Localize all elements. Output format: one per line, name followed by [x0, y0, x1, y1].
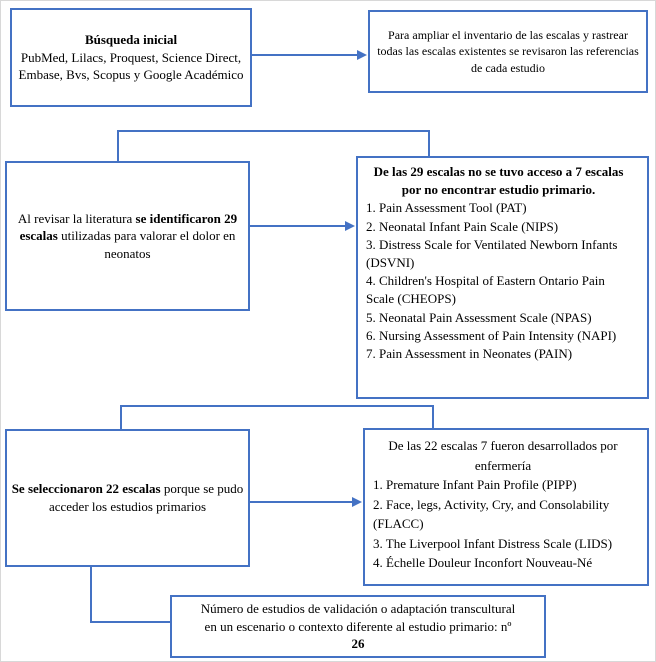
- validacion-count: 26: [351, 636, 365, 652]
- no-acceso-item: 2. Neonatal Infant Pain Scale (NIPS): [366, 218, 559, 234]
- no-acceso-item: 1. Pain Assessment Tool (PAT): [366, 200, 527, 216]
- enfermeria-item: 3. The Liverpool Infant Distress Scale (LIDS): [373, 535, 613, 551]
- identificaron-post: utilizadas para valorar el dolor en neonatos: [57, 228, 236, 261]
- connector-middle-right-vertical: [432, 405, 434, 428]
- arrow-seleccionaron-to-enfermeria-shaft: [250, 501, 353, 503]
- identificaron-bold: se identificaron 29 escalas: [19, 210, 238, 244]
- validacion-line1: Número de estudios de validación o adaptación transcultural: [200, 601, 516, 617]
- seleccionaron-bold: Se seleccionaron 22 escalas: [11, 481, 161, 497]
- arrow-busqueda-to-ampliar-shaft: [252, 54, 358, 56]
- arrow-busqueda-to-ampliar-head-icon: [357, 50, 367, 60]
- connector-middle-horizontal: [120, 405, 434, 407]
- box-no-acceso-7-escalas: [356, 156, 649, 399]
- connector-bottom-vertical: [90, 567, 92, 623]
- connector-top-right-vertical: [428, 130, 430, 156]
- no-acceso-item: 6. Nursing Assessment of Pain Intensity (NAPI): [366, 327, 617, 343]
- box-busqueda-inicial: [10, 8, 252, 107]
- no-acceso-item: 5. Neonatal Pain Assessment Scale (NPAS): [366, 309, 592, 325]
- connector-top-horizontal: [117, 130, 430, 132]
- enfermeria-item: 2. Face, legs, Activity, Cry, and Consolability (FLACC): [373, 496, 610, 531]
- busqueda-title: Búsqueda inicial: [84, 32, 178, 48]
- identificaron-text: [9, 210, 246, 263]
- enfermeria-heading: De las 22 escalas 7 fueron desarrollados por enfermería: [388, 438, 618, 473]
- busqueda-body: PubMed, Lilacs, Proquest, Science Direct, Embase, Bvs, Scopus y Google Académico: [18, 49, 244, 83]
- enfermeria-item: 4. Échelle Douleur Inconfort Nouveau-Né: [373, 555, 593, 570]
- identificaron-pre: Al revisar la literatura: [17, 210, 136, 226]
- ampliar-body: Para ampliar el inventario de las escalas y rastrear todas las escalas existentes se revisaron las referencias de cada estudio: [377, 28, 639, 75]
- no-acceso-item: 3. Distress Scale for Ventilated Newborn Infants (DSVNI): [366, 236, 618, 270]
- box-desarrollados-enfermeria: [363, 428, 649, 586]
- box-estudios-validacion: [170, 595, 546, 658]
- connector-bottom-horizontal: [90, 621, 170, 623]
- validacion-line2: en un escenario o contexto diferente al estudio primario: nº: [204, 618, 512, 634]
- connector-top-left-vertical: [117, 130, 119, 161]
- box-seleccionaron-22-escalas: [5, 429, 250, 567]
- arrow-seleccionaron-to-enfermeria-head-icon: [352, 497, 362, 507]
- box-identificaron-29-escalas: [5, 161, 250, 311]
- connector-middle-left-vertical: [120, 405, 122, 429]
- arrow-identificaron-to-noacceso-head-icon: [345, 221, 355, 231]
- box-ampliar-inventario: [368, 10, 648, 93]
- no-acceso-item: 7. Pain Assessment in Neonates (PAIN): [366, 345, 573, 361]
- no-acceso-heading: De las 29 escalas no se tuvo acceso a 7 escalas por no encontrar estudio primario.: [373, 164, 624, 198]
- no-acceso-item: 4. Children's Hospital of Eastern Ontario Pain Scale (CHEOPS): [366, 273, 605, 307]
- arrow-identificaron-to-noacceso-shaft: [250, 225, 346, 227]
- seleccionaron-post: porque se pudo acceder los estudios primarios: [48, 481, 244, 514]
- seleccionaron-text: [9, 480, 246, 515]
- enfermeria-item: 1. Premature Infant Pain Profile (PIPP): [373, 477, 577, 492]
